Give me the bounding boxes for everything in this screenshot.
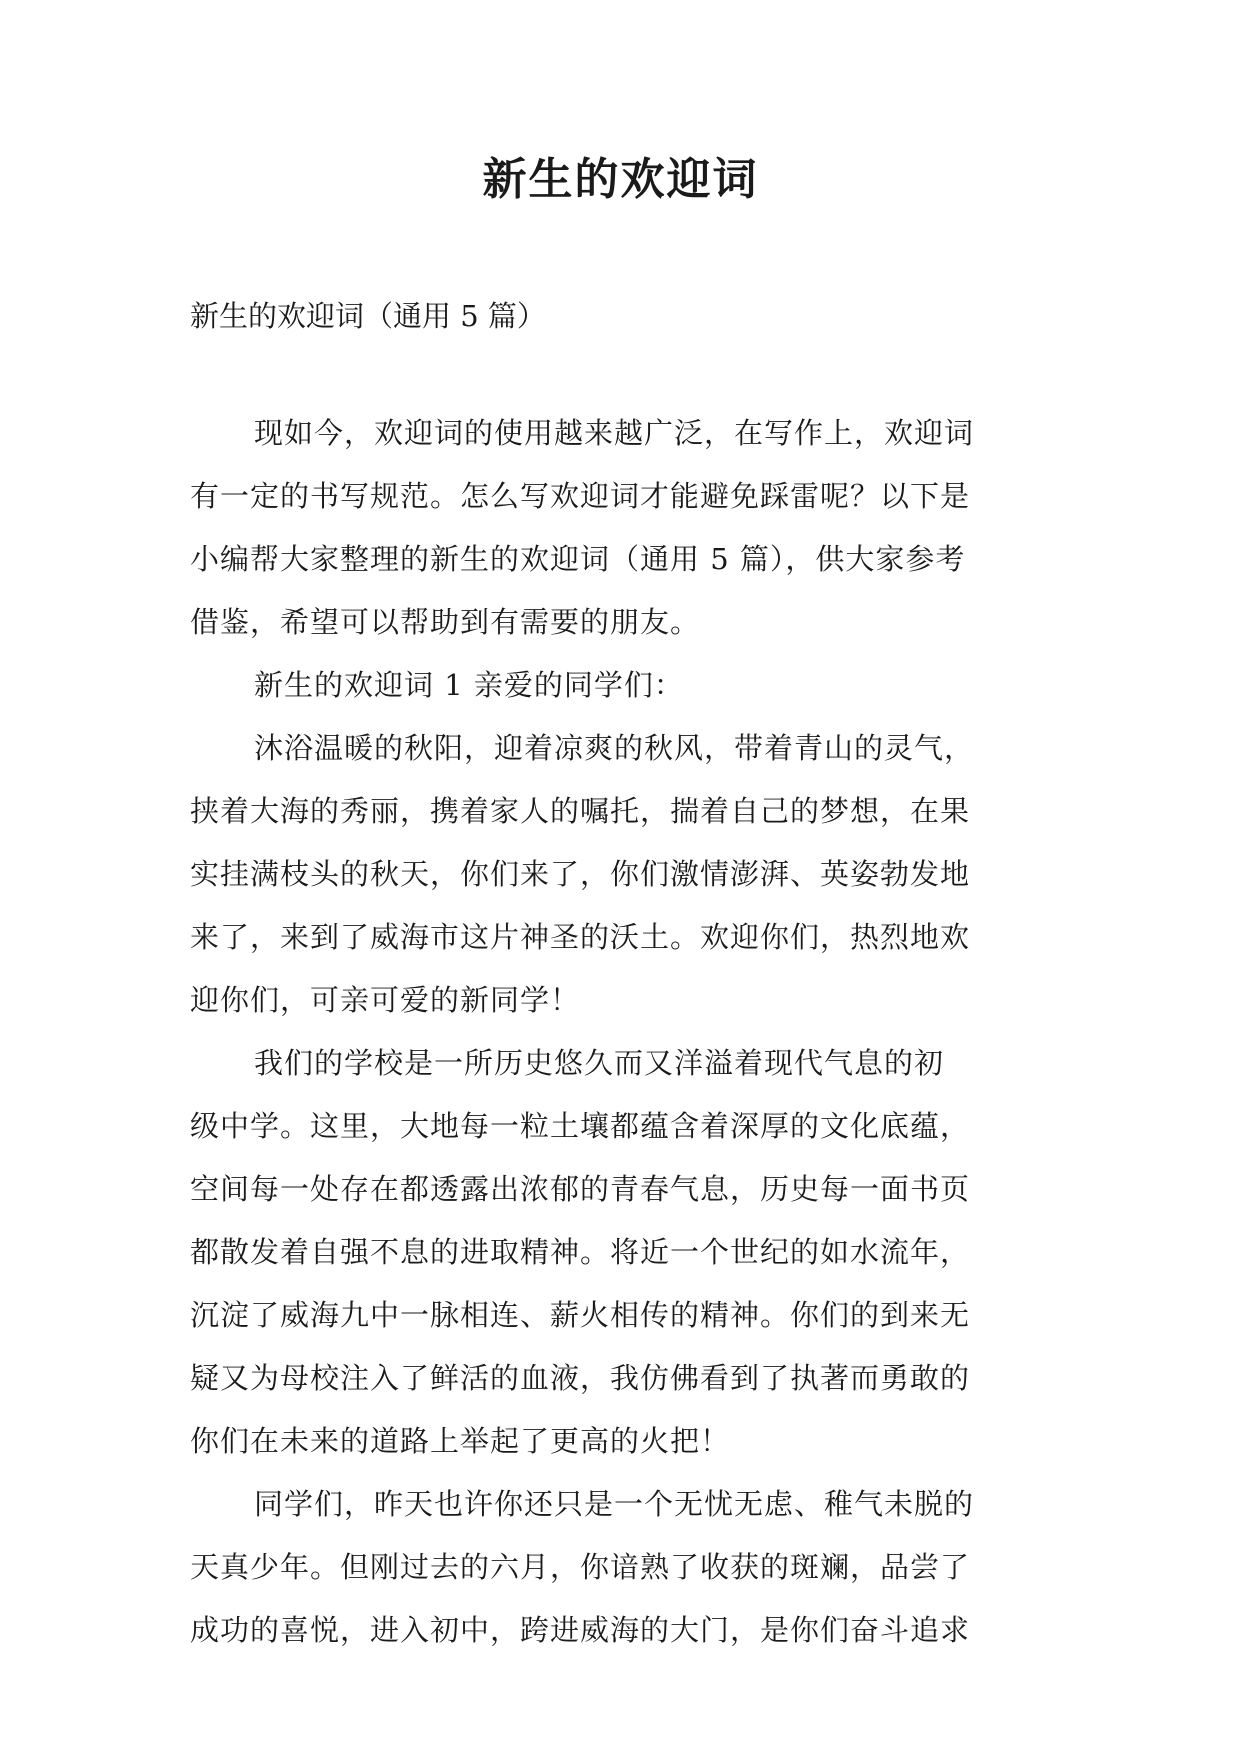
document-subtitle: 新生的欢迎词（通用 5 篇） [190,299,546,333]
text-line: 空间每一处存在都透露出浓郁的青春气息，历史每一面书页 [190,1172,971,1206]
text-line: 沉淀了威海九中一脉相连、薪火相传的精神。你们的到来无 [190,1298,971,1332]
text-line: 天真少年。但刚过去的六月，你谙熟了收获的斑斓，品尝了 [190,1550,971,1584]
text-line: 借鉴，希望可以帮助到有需要的朋友。 [190,605,701,639]
text-line: 级中学。这里，大地每一粒土壤都蕴含着深厚的文化底蕴， [190,1109,971,1143]
text-line: 小编帮大家整理的新生的欢迎词（通用 5 篇），供大家参考 [190,542,966,576]
text-line: 现如今，欢迎词的使用越来越广泛，在写作上，欢迎词 [254,416,975,450]
document-title: 新生的欢迎词 [482,154,759,205]
text-line: 新生的欢迎词 1 亲爱的同学们： [254,668,684,702]
text-line: 沐浴温暖的秋阳，迎着凉爽的秋风，带着青山的灵气， [254,731,975,765]
text-line: 都散发着自强不息的进取精神。将近一个世纪的如水流年， [190,1235,971,1269]
text-line: 同学们，昨天也许你还只是一个无忧无虑、稚气未脱的 [254,1487,975,1521]
text-line: 有一定的书写规范。怎么写欢迎词才能避免踩雷呢？以下是 [190,479,971,513]
text-line: 来了，来到了威海市这片神圣的沃土。欢迎你们，热烈地欢 [190,920,971,954]
document-body [190,402,1055,1662]
text-line: 迎你们，可亲可爱的新同学！ [190,983,581,1017]
text-line: 疑又为母校注入了鲜活的血液，我仿佛看到了执著而勇敢的 [190,1361,971,1395]
text-line: 挟着大海的秀丽，携着家人的嘱托，揣着自己的梦想，在果 [190,794,971,828]
text-line: 实挂满枝头的秋天，你们来了，你们激情澎湃、英姿勃发地 [190,857,971,891]
text-line: 你们在未来的道路上举起了更高的火把！ [190,1424,731,1458]
text-line: 我们的学校是一所历史悠久而又洋溢着现代气息的初 [254,1046,945,1080]
text-line: 成功的喜悦，进入初中，跨进威海的大门，是你们奋斗追求 [190,1613,971,1647]
